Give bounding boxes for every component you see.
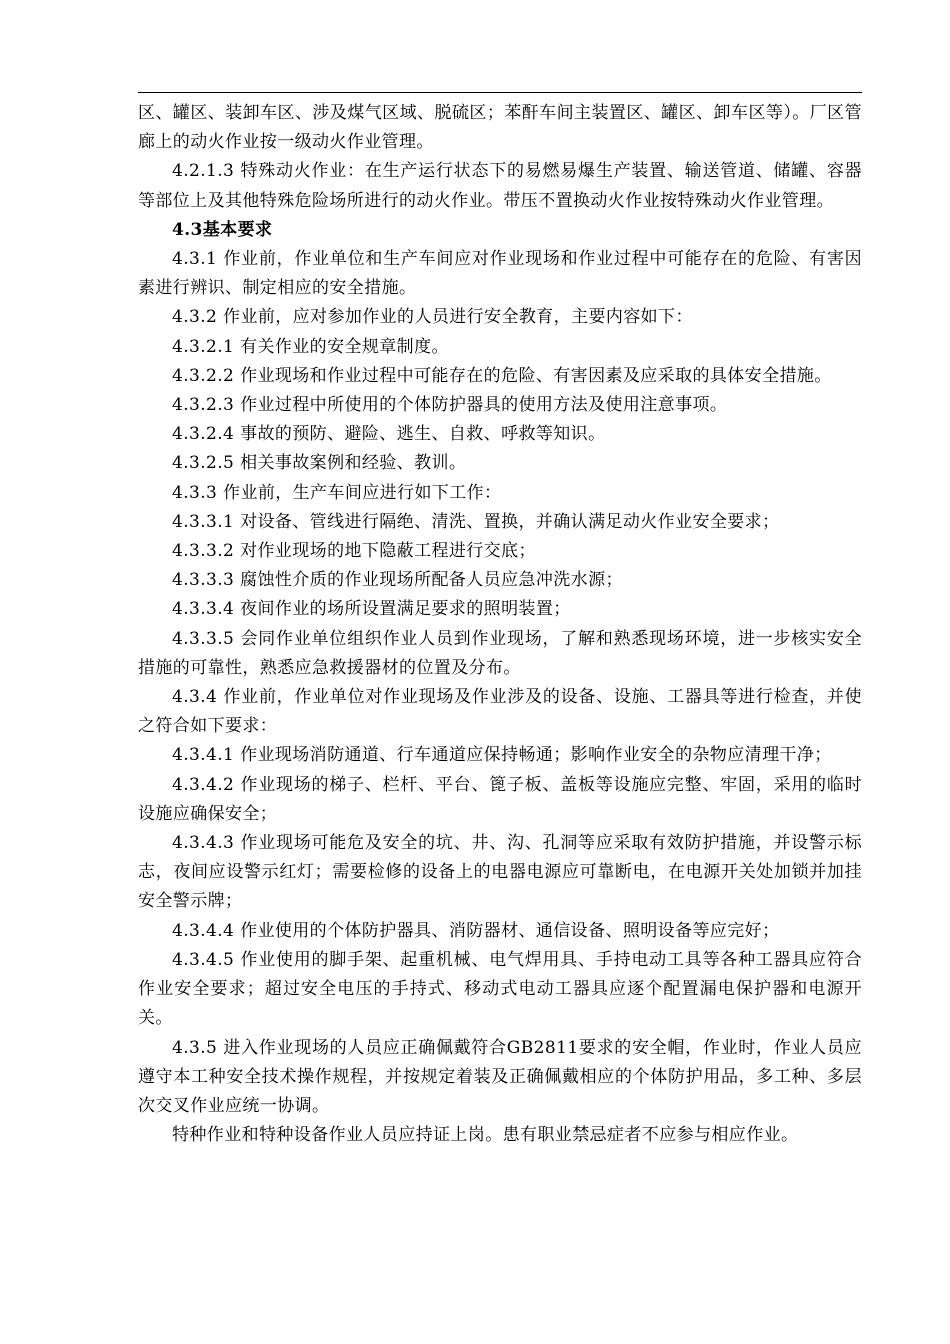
paragraph: 4.3.2.2 作业现场和作业过程中可能存在的危险、有害因素及应采取的具体安全措施。 — [172, 365, 832, 386]
paragraph: 4.3.2 作业前，应对参加作业的人员进行安全教育，主要内容如下： — [172, 307, 693, 328]
paragraph: 4.3.2.1 有关作业的安全规章制度。 — [172, 336, 449, 357]
paragraph: 4.2.1.3 特殊动火作业：在生产运行状态下的易燃易爆生产装置、输送管道、储罐、容器等部位上及其他特殊危险场所进行的动火作业。带压不置换动火作业按特殊动火作业管理。 — [138, 161, 862, 211]
paragraph: 4.3.4.1 作业现场消防通道、行车通道应保持畅通；影响作业安全的杂物应清理干净； — [172, 745, 832, 766]
paragraph: 4.3.2.3 作业过程中所使用的个体防护器具的使用方法及使用注意事项。 — [172, 395, 728, 416]
paragraph: 4.3.2.5 相关事故案例和经验、教训。 — [172, 453, 467, 474]
paragraph: 4.3.3.5 会同作业单位组织作业人员到作业现场，了解和熟悉现场环境，进一步核实安全措施的可靠性，熟悉应急救援器材的位置及分布。 — [138, 628, 862, 678]
paragraph: 4.3.2.4 事故的预防、避险、逃生、自救、呼救等知识。 — [172, 424, 606, 445]
paragraph: 4.3.1 作业前，作业单位和生产车间应对作业现场和作业过程中可能存在的危险、有害因素进行辨识、制定相应的安全措施。 — [138, 249, 862, 299]
paragraph: 4.3.4.5 作业使用的脚手架、起重机械、电气焊用具、手持电动工具等各种工器具应符合作业安全要求；超过安全电压的手持式、移动式电动工器具应逐个配置漏电保护器和电源开关。 — [138, 949, 862, 1029]
paragraph: 4.3.5 进入作业现场的人员应正确佩戴符合GB2811要求的安全帽，作业时，作业人员应遵守本工种安全技术操作规程，并按规定着装及正确佩戴相应的个体防护用品，多工种、多层次交叉作业应统一协调。 — [138, 1037, 862, 1116]
document-body — [138, 99, 862, 1150]
paragraph: 4.3.4.3 作业现场可能危及安全的坑、井、沟、孔洞等应采取有效防护措施，并设警示标志，夜间应设警示红灯；需要检修的设备上的电器电源应可靠断电，在电源开关处加锁并加挂安全警示牌； — [138, 833, 862, 912]
paragraph: 4.3.3.4 夜间作业的场所设置满足要求的照明装置； — [172, 599, 571, 620]
paragraph: 特种作业和特种设备作业人员应持证上岗。患有职业禁忌症者不应参与相应作业。 — [172, 1125, 799, 1146]
section-heading: 4.3基本要求 — [172, 219, 273, 240]
paragraph: 4.3.3.3 腐蚀性介质的作业现场所配备人员应急冲洗水源； — [172, 570, 623, 591]
paragraph: 区、罐区、装卸车区、涉及煤气区域、脱硫区；苯酐车间主装置区、罐区、卸车区等）。厂区管廊上的动火作业按一级动火作业管理。 — [138, 103, 862, 153]
paragraph: 4.3.3.2 对作业现场的地下隐蔽工程进行交底； — [172, 541, 536, 562]
document-page — [138, 92, 862, 1150]
paragraph: 4.3.4 作业前，作业单位对作业现场及作业涉及的设备、设施、工器具等进行检查，并使之符合如下要求： — [138, 687, 862, 737]
header-rule — [138, 92, 862, 93]
paragraph: 4.3.4.4 作业使用的个体防护器具、消防器材、通信设备、照明设备等应完好； — [172, 920, 780, 941]
paragraph: 4.3.3.1 对设备、管线进行隔绝、清洗、置换，并确认满足动火作业安全要求； — [172, 511, 780, 532]
paragraph: 4.3.4.2 作业现场的梯子、栏杆、平台、篦子板、盖板等设施应完整、牢固，采用的临时设施应确保安全； — [138, 774, 862, 824]
paragraph: 4.3.3 作业前，生产车间应进行如下工作： — [172, 482, 502, 503]
